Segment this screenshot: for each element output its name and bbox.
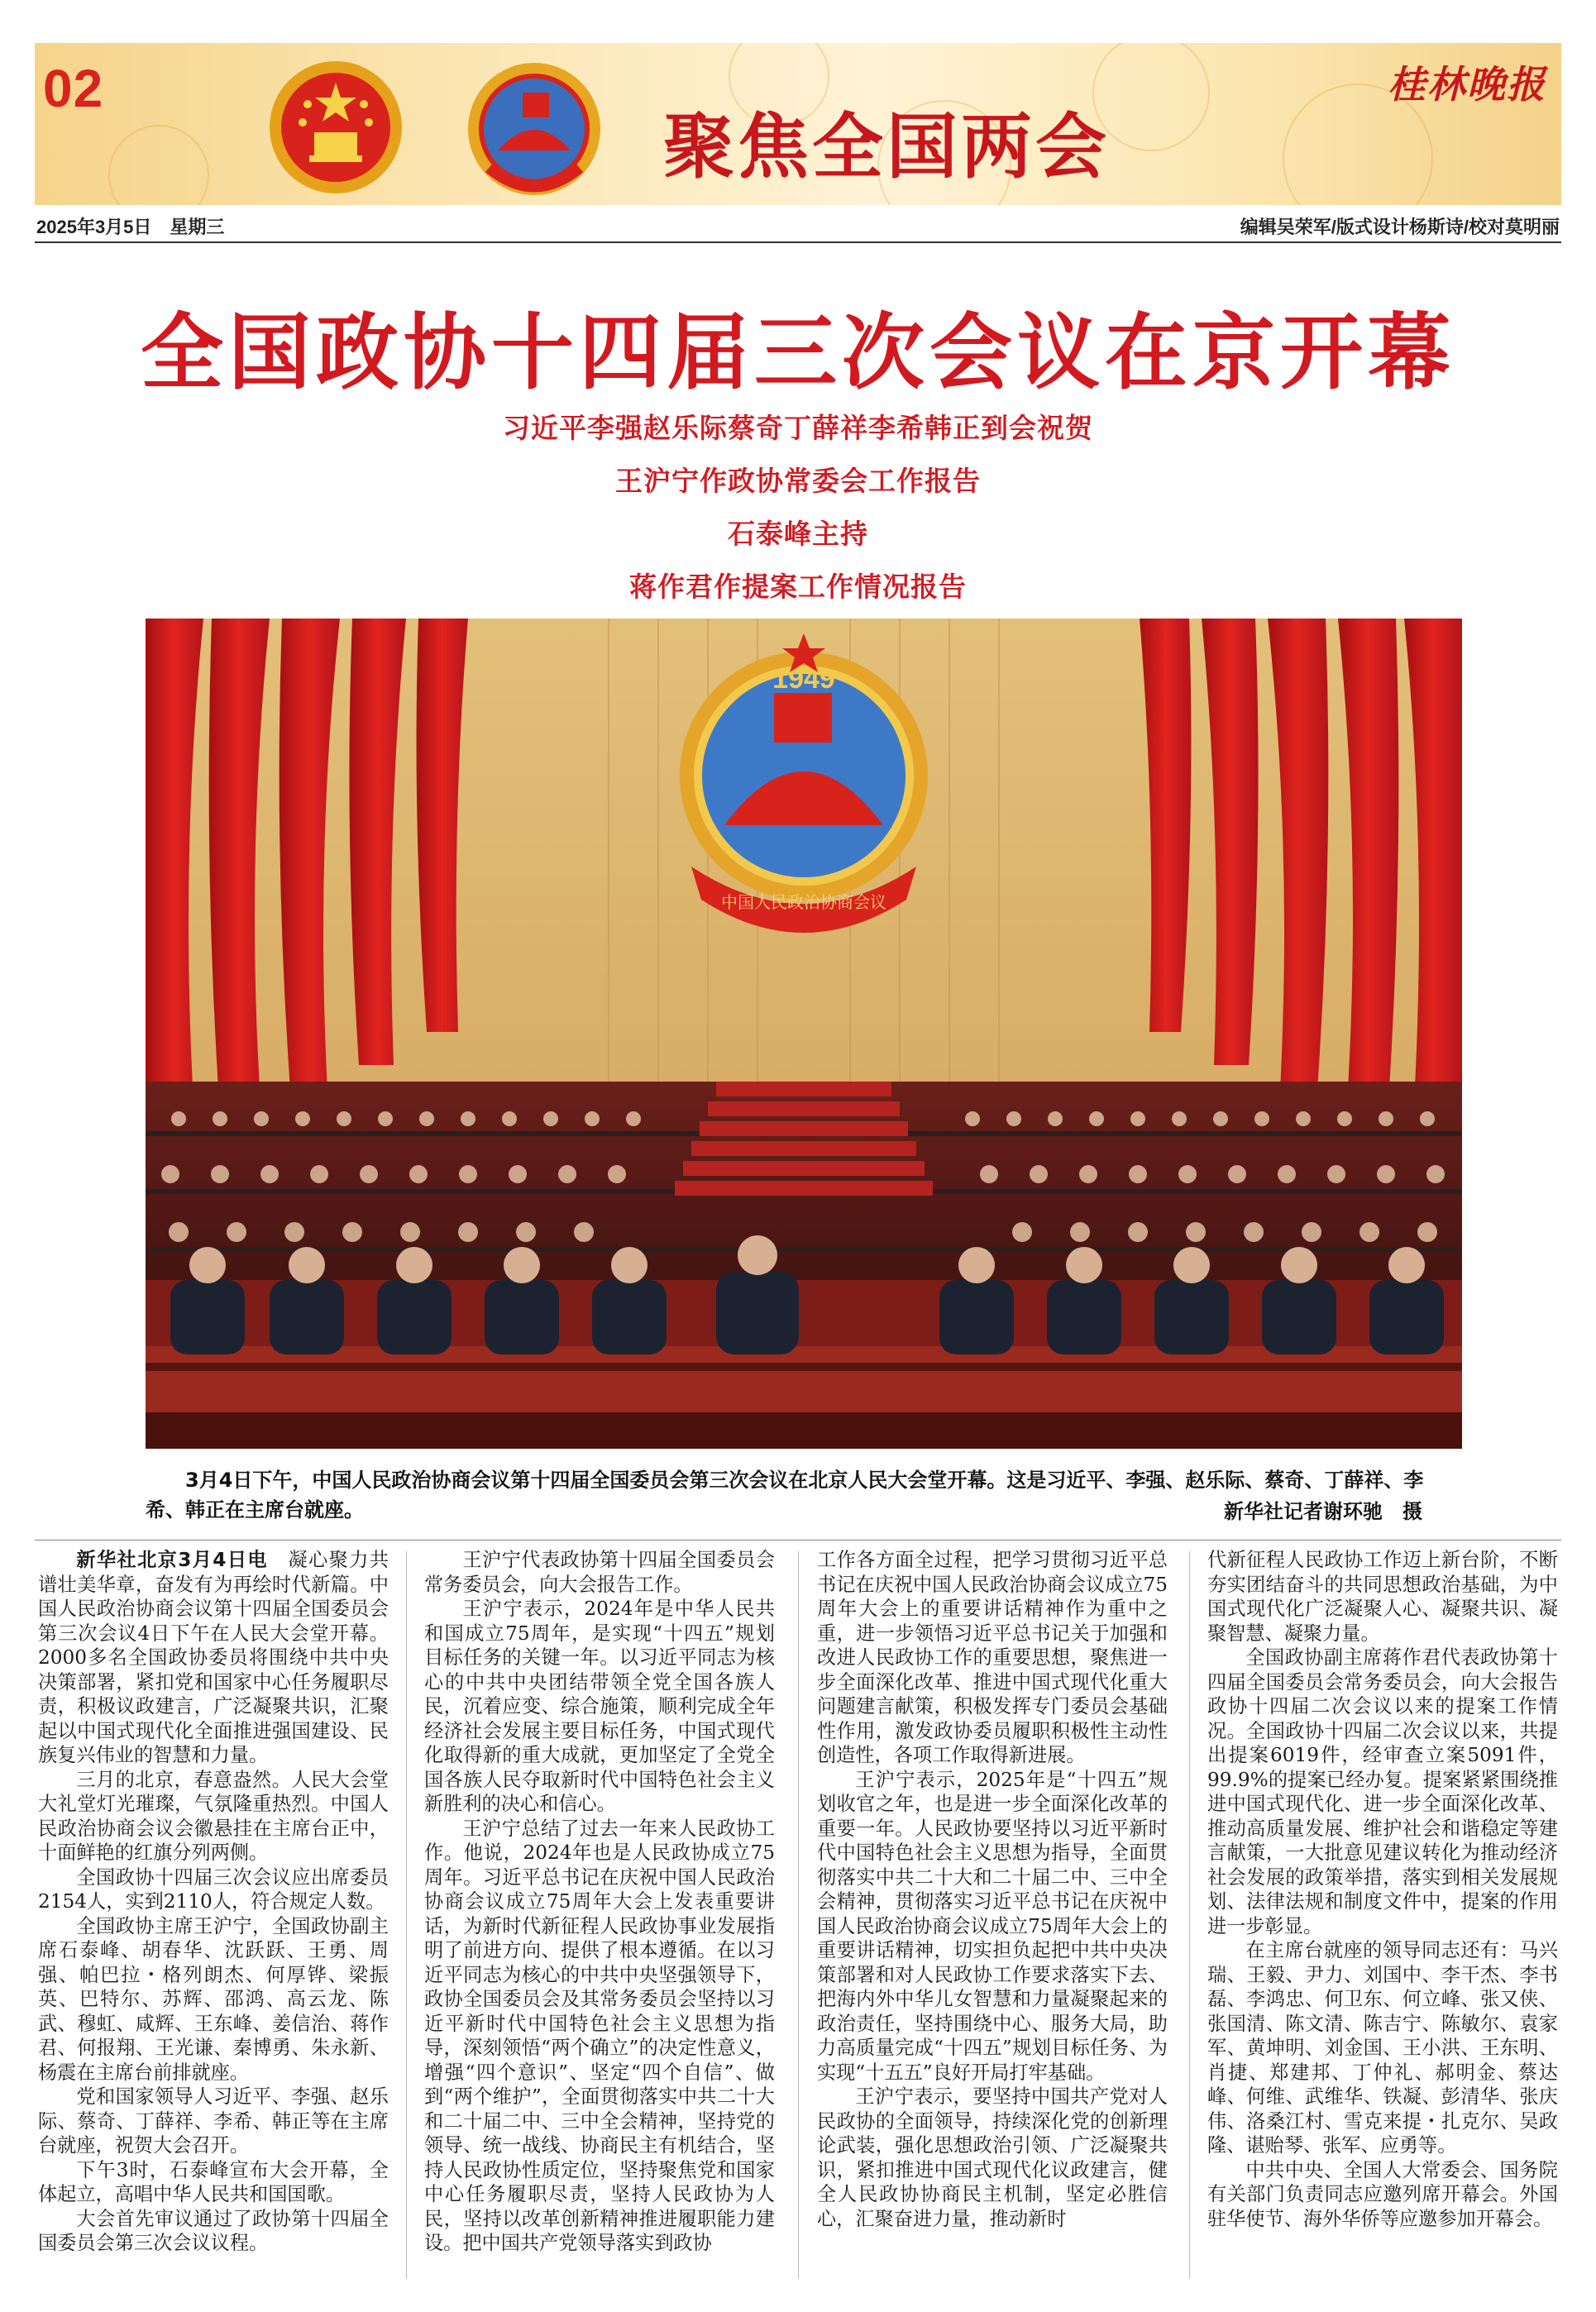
editor-credits: 编辑吴荣军/版式设计杨斯诗/校对莫明丽 [1240, 217, 1560, 237]
main-headline: 全国政协十四届三次会议在京开幕 [141, 304, 1455, 401]
paragraph-text: 凝心聚力共谱壮美华章，奋发有为再绘时代新篇。中国人民政治协商会议第十四届全国委员会第三次会议4日下午在人民大会堂开幕。2000多名全国政协委员将围绕中共中央决策部署，紧扣党和国家中心任务履职尽责，积极议政建言，广泛凝聚共识，汇聚起以中国式现代化全面推进强国建设、民族复兴伟业的智慧和力量。 [38, 1549, 389, 1766]
section-title: 聚焦全国两会 [663, 105, 1110, 189]
issue-date-line [36, 213, 224, 239]
article-paragraph: 中共中央、全国人大常委会、国务院有关部门负责同志应邀列席开幕会。外国驻华使节、海外华侨等应邀参加开幕会。 [1207, 2158, 1558, 2230]
article-paragraph: 三月的北京，春意盎然。人民大会堂大礼堂灯光璀璨，气氛隆重热烈。中国人民政治协商会议会徽悬挂在主席台正中，十面鲜艳的红旗分列两侧。 [38, 1768, 389, 1864]
article-paragraph: 王沪宁代表政协第十四届全国委员会常务委员会，向大会报告工作。 [424, 1549, 775, 1596]
article-dateline: 新华社北京3月4日电 [76, 1549, 268, 1571]
article-column-1 [38, 1548, 389, 2284]
article-column-2 [424, 1548, 775, 2284]
article-column-4 [1207, 1548, 1558, 2284]
article-paragraph: 下午3时，石泰峰宣布大会开幕，全体起立，高唱中华人民共和国国歌。 [38, 2158, 389, 2205]
newspaper-logo: 桂林晚报 [1388, 62, 1546, 107]
article-paragraph: 王沪宁总结了过去一年来人民政协工作。他说，2024年也是人民政协成立75周年。习近平总书记在庆祝中国人民政治协商会议成立75周年大会上发表重要讲话，为新时代新征程人民政协事业发展指明了前进方向、提供了根本遵循。在以习近平同志为核心的中共中央坚强领导下，政协全国委员会及其常务委员会坚持以习近平新时代中国特色社会主义思想为指导，深刻领悟“两个确立”的决定性意义，增强“四个意识”、坚定“四个自信”、做到“两个维护”，全面贯彻落实中共二十大和二十届二中、三中全会精神，坚持党的领导、统一战线、协商民主有机结合，坚持人民政协性质定位，坚持聚焦党和国家中心任务履职尽责，坚持人民政协为人民，坚持以改革创新精神推进履职能力建设。把中国共产党领导落实到政协 [424, 1817, 775, 2254]
emblem-year: 1949 [772, 663, 835, 695]
national-emblem-icon [266, 58, 405, 197]
column-divider [1189, 1551, 1190, 2279]
column-divider [406, 1551, 407, 2279]
article-paragraph: 王沪宁表示，2025年是“十四五”规划收官之年，也是进一步全面深化改革的重要一年。人民政协要坚持以习近平新时代中国特色社会主义思想为指导，全面贯彻落实中共二十大和二十届二中、三中全会精神，贯彻落实习近平总书记在庆祝中国人民政治协商会议成立75周年大会上的重要讲话精神，切实担负起把中共中央决策部署和对人民政协工作要求落实下去、把海内外中华儿女智慧和力量凝聚起来的政治责任，坚持围绕中心、服务大局，助力高质量完成“十四五”规划目标任务、为实现“十五五”良好开局打牢基础。 [817, 1768, 1168, 2084]
cppcc-emblem-icon [465, 60, 604, 198]
emblem-ring-text: 中国人民政治协商会议 [721, 892, 886, 912]
issue-date: 2025年3月5日 [36, 217, 152, 237]
article-paragraph: 全国政协主席王沪宁，全国政协副主席石泰峰、胡春华、沈跃跃、王勇、周强、帕巴拉・格列朗杰、何厚铧、梁振英、巴特尔、苏辉、邵鸿、高云龙、陈武、穆虹、咸辉、王东峰、姜信治、蒋作君、何报翔、王光谦、秦博勇、朱永新、杨震在主席台前排就座。 [38, 1914, 389, 2084]
subhead-2: 王沪宁作政协常委会工作报告 [615, 465, 981, 497]
issue-weekday: 星期三 [170, 217, 225, 237]
subhead-4: 蒋作君作提案工作情况报告 [629, 571, 967, 603]
news-photo [146, 619, 1462, 1449]
photo-credit: 新华社记者谢环驰 摄 [1224, 1500, 1422, 1523]
masthead-banner [35, 43, 1561, 205]
article-paragraph: 党和国家领导人习近平、李强、赵乐际、蔡奇、丁薛祥、李希、韩正等在主席台就座，祝贺大会召开。 [38, 2085, 389, 2157]
article-paragraph [38, 1548, 389, 1768]
article-paragraph: 在主席台就座的领导同志还有：马兴瑞、王毅、尹力、刘国中、李干杰、李书磊、李鸿忠、何卫东、何立峰、张又侠、张国清、陈文清、陈吉宁、陈敏尔、袁家军、黄坤明、刘金国、王小洪、王东明、肖捷、郑建邦、丁仲礼、郝明金、蔡达峰、何维、武维华、铁凝、彭清华、张庆伟、洛桑江村、雪克来提・扎克尔、吴政隆、谌贻琴、张军、应勇等。 [1207, 1939, 1558, 2157]
article-column-3 [817, 1548, 1168, 2284]
subhead-1: 习近平李强赵乐际蔡奇丁薛祥李希韩正到会祝贺 [503, 412, 1093, 444]
subhead-3: 石泰峰主持 [728, 518, 868, 550]
page-number: 02 [43, 59, 104, 118]
article-paragraph: 全国政协副主席蒋作君代表政协第十四届全国委员会常务委员会，向大会报告政协十四届二次会议以来的提案工作情况。全国政协十四届二次会议以来，共提出提案6019件，经审查立案5091件，99.9%的提案已经办复。提案紧紧围绕推进中国式现代化、进一步全面深化改革、推动高质量发展、维护社会和谐稳定等建言献策，一大批意见建议转化为推动经济社会发展的政策举措，落实到相关发展规划、法律法规和制度文件中，提案的作用进一步彰显。 [1207, 1646, 1558, 1937]
article-paragraph: 代新征程人民政协工作迈上新台阶，不断夯实团结奋斗的共同思想政治基础，为中国式现代化广泛凝聚人心、凝聚共识、凝聚智慧、凝聚力量。 [1207, 1549, 1558, 1645]
article-paragraph: 王沪宁表示，要坚持中国共产党对人民政协的全面领导，持续深化党的创新理论武装，强化思想政治引领、广泛凝聚共识，紧扣推进中国式现代化议政建言，健全人民政协协商民主机制，坚定必胜信心，汇聚奋进力量，推动新时 [817, 2085, 1168, 2230]
article-paragraph: 工作各方面全过程，把学习贯彻习近平总书记在庆祝中国人民政治协商会议成立75周年大会上的重要讲话精神作为重中之重，进一步领悟习近平总书记关于加强和改进人民政协工作的重要思想，聚焦进一步全面深化改革、推进中国式现代化重大问题建言献策，积极发挥专门委员会基础性作用，激发政协委员履职积极性主动性创造性，各项工作取得新进展。 [817, 1549, 1168, 1766]
photo-caption: 3月4日下午，中国人民政治协商会议第十四届全国委员会第三次会议在北京人民大会堂开幕。这是习近平、李强、赵乐际、蔡奇、丁薛祥、李希、韩正在主席台就座。 [146, 1469, 1424, 1521]
top-rule-divider [35, 241, 1561, 243]
article-paragraph: 大会首先审议通过了政协第十四届全国委员会第三次会议议程。 [38, 2207, 389, 2254]
column-divider [798, 1551, 799, 2279]
article-paragraph: 全国政协十四届三次会议应出席委员2154人，实到2110人，符合规定人数。 [38, 1865, 389, 1913]
mid-rule-divider [35, 1540, 1561, 1541]
article-paragraph: 王沪宁表示，2024年是中华人民共和国成立75周年，是实现“十四五”规划目标任务的关键一年。以习近平同志为核心的中共中央团结带领全党全国各族人民，沉着应变、综合施策，顺利完成全年经济社会发展主要目标任务，中国式现代化取得新的重大成就，更加坚定了全党全国各族人民夺取新时代中国特色社会主义新胜利的决心和信心。 [424, 1598, 775, 1815]
